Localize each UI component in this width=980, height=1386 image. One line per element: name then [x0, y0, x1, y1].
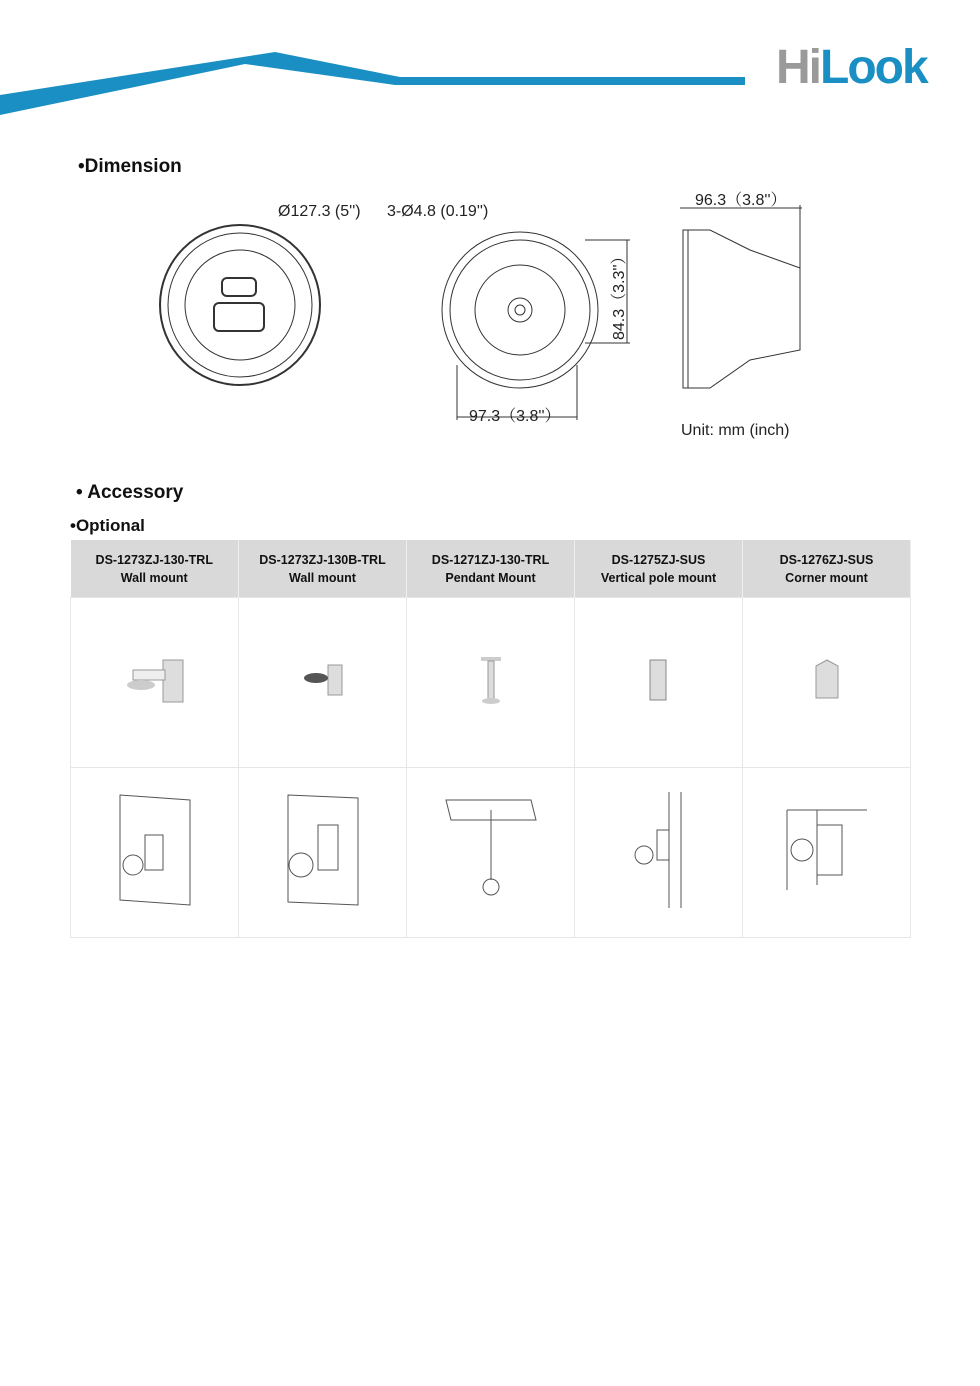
product-photo	[239, 598, 407, 768]
installation-drawing	[71, 768, 239, 938]
table-header-cell: DS-1276ZJ-SUS Corner mount	[743, 540, 911, 598]
product-photo	[71, 598, 239, 768]
header-swoosh	[0, 0, 760, 120]
installation-drawing	[743, 768, 911, 938]
accessory-table	[70, 540, 911, 938]
installation-drawing	[239, 768, 407, 938]
holes-label: 3-Ø4.8 (0.19'')	[387, 203, 489, 220]
side-width-label: 96.3（3.8''）	[695, 192, 787, 209]
side-view-drawing	[680, 200, 810, 400]
table-header-cell: DS-1273ZJ-130B-TRL Wall mount	[239, 540, 407, 598]
optional-heading: •Optional	[70, 516, 145, 535]
bottom-view-drawing	[435, 225, 635, 425]
product-photo	[743, 598, 911, 768]
unit-label: Unit: mm (inch)	[681, 422, 790, 439]
installation-drawing	[407, 768, 575, 938]
hilook-logo: HiLook	[776, 41, 927, 94]
table-header-cell: DS-1275ZJ-SUS Vertical pole mount	[575, 540, 743, 598]
table-header-cell: DS-1271ZJ-130-TRL Pendant Mount	[407, 540, 575, 598]
table-header-cell: DS-1273ZJ-130-TRL Wall mount	[71, 540, 239, 598]
product-photo	[575, 598, 743, 768]
front-view-drawing	[150, 220, 330, 390]
width-label: 97.3（3.8''）	[469, 408, 561, 425]
diameter-label: Ø127.3 (5'')	[278, 203, 361, 220]
dimension-heading: •Dimension	[78, 156, 182, 177]
height-label: 84.3（3.3''）	[611, 248, 628, 340]
product-photo-row	[71, 598, 911, 768]
installation-drawing-row	[71, 768, 911, 938]
installation-drawing	[575, 768, 743, 938]
product-photo	[407, 598, 575, 768]
accessory-heading: • Accessory	[76, 482, 184, 503]
table-header-row	[71, 540, 911, 598]
